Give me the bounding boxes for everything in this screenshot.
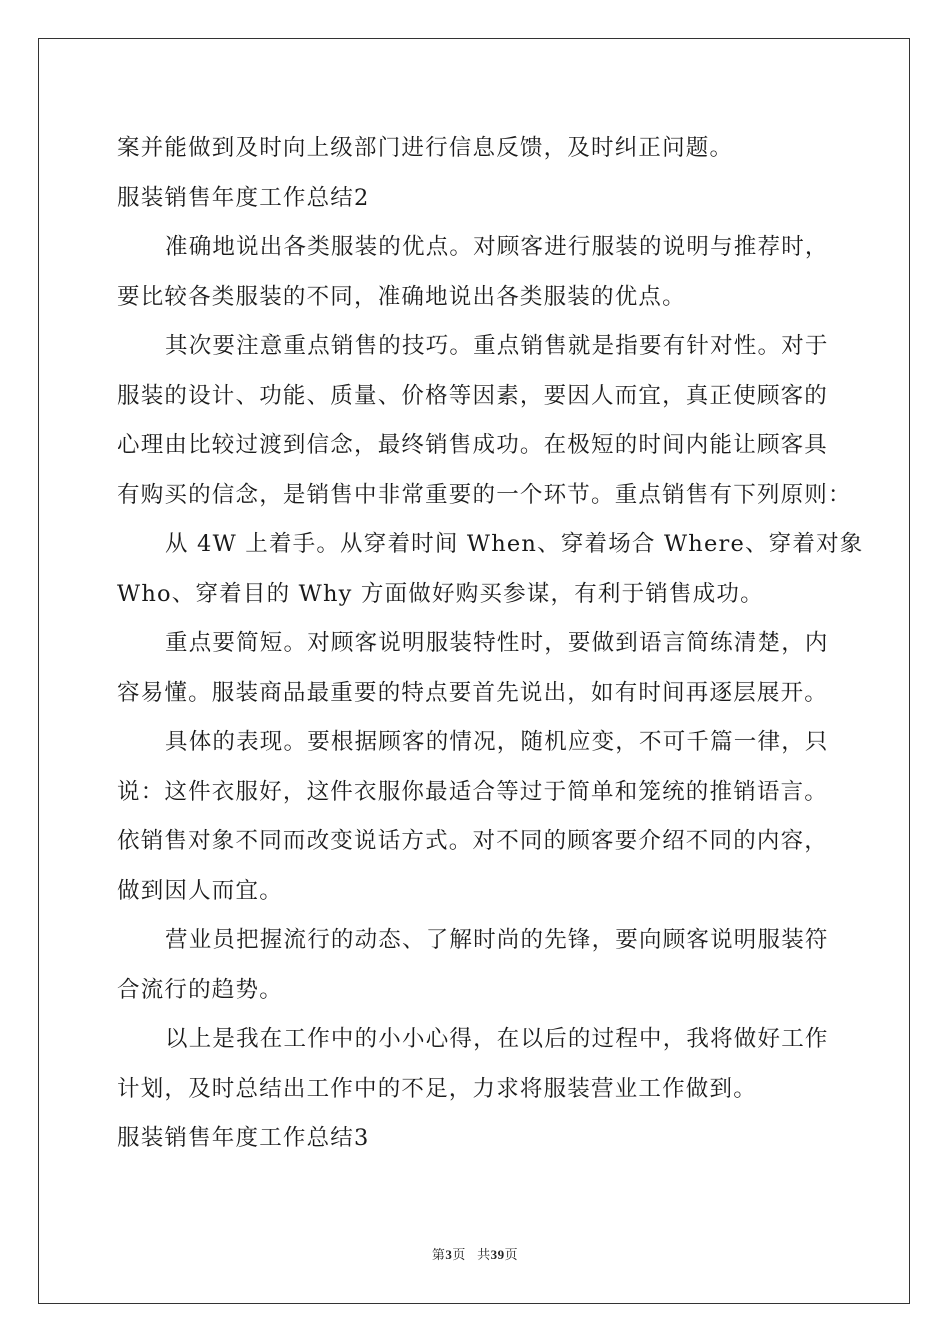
paragraph-line: 合流行的趋势。 <box>117 976 283 1003</box>
paragraph-line: 有购买的信念，是销售中非常重要的一个环节。重点销售有下列原则： <box>117 481 852 508</box>
paragraph-line: 准确地说出各类服装的优点。对顾客进行服装的说明与推荐时， <box>165 234 829 260</box>
paragraph-line: 重点要简短。对顾客说明服装特性时，要做到语言简练清楚，内 <box>165 630 829 656</box>
section-heading: 服装销售年度工作总结2 <box>117 184 370 211</box>
paragraph-line: 具体的表现。要根据顾客的情况，随机应变，不可千篇一律，只 <box>165 729 829 755</box>
document-body <box>117 124 864 1164</box>
paragraph-line: 容易懂。服装商品最重要的特点要首先说出，如有时间再逐层展开。 <box>117 679 829 706</box>
total-pages: 39 <box>490 1247 505 1262</box>
paragraph-line: 心理由比较过渡到信念，最终销售成功。在极短的时间内能让顾客具 <box>117 432 829 458</box>
paragraph-line: 营业员把握流行的动态、了解时尚的先锋，要向顾客说明服装符 <box>165 927 829 953</box>
paragraph-line: 做到因人而宜。 <box>117 877 283 904</box>
page-suffix: 页 <box>452 1247 466 1262</box>
page-footer <box>0 1244 950 1263</box>
paragraph-line: 从 4W 上着手。从穿着时间 When、穿着场合 Where、穿着对象 <box>165 531 864 557</box>
paragraph-line: 其次要注意重点销售的技巧。重点销售就是指要有针对性。对于 <box>165 333 829 359</box>
paragraph-line: 以上是我在工作中的小小心得，在以后的过程中，我将做好工作 <box>165 1026 829 1052</box>
total-prefix: 共 <box>477 1247 491 1262</box>
paragraph-line: 要比较各类服装的不同，准确地说出各类服装的优点。 <box>117 283 686 310</box>
page-number: 3 <box>445 1247 453 1262</box>
paragraph-line: 依销售对象不同而改变说话方式。对不同的顾客要介绍不同的内容， <box>117 828 829 854</box>
page-prefix: 第 <box>431 1247 446 1262</box>
paragraph-line: 说：这件衣服好，这件衣服你最适合等过于简单和笼统的推销语言。 <box>117 778 829 805</box>
paragraph-line: 服装的设计、功能、质量、价格等因素，要因人而宜，真正使顾客的 <box>117 382 829 409</box>
paragraph-line: 案并能做到及时向上级部门进行信息反馈，及时纠正问题。 <box>117 135 734 161</box>
paragraph-line: Who、穿着目的 Why 方面做好购买参谋，有利于销售成功。 <box>117 580 764 607</box>
section-heading: 服装销售年度工作总结3 <box>117 1125 370 1151</box>
paragraph-line: 计划，及时总结出工作中的不足，力求将服装营业工作做到。 <box>117 1075 757 1102</box>
total-suffix: 页 <box>504 1247 519 1262</box>
